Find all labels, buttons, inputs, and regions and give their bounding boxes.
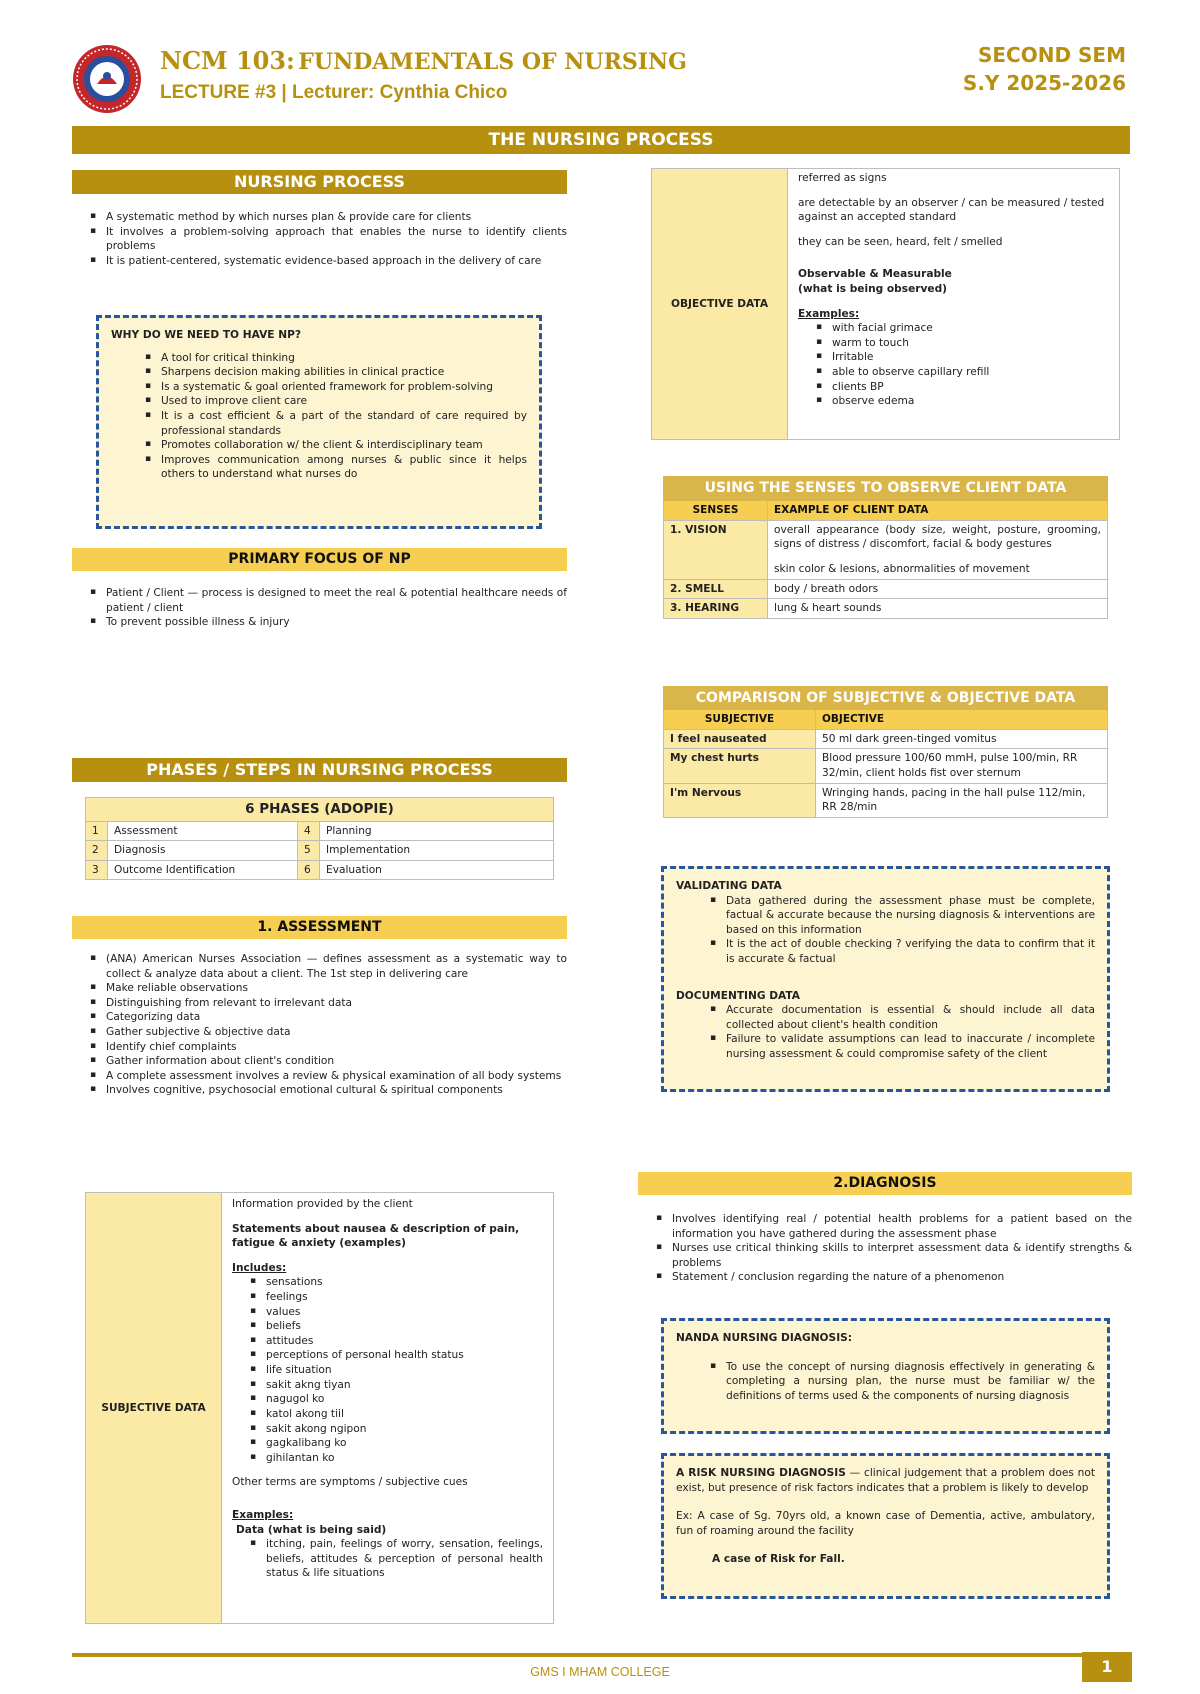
list-item: ▪ Identify chief complaints: [72, 1040, 567, 1055]
why-np-box: [96, 315, 542, 529]
table-row: 3 Outcome Identification 6 Evaluation: [86, 860, 554, 880]
list-item: ▪ katol akong tiil: [232, 1407, 543, 1422]
list-item: ▪ A systematic method by which nurses plan & provide care for clients: [72, 210, 567, 225]
list-item: ▪ Make reliable observations: [72, 981, 567, 996]
table-row: 2. SMELL body / breath odors: [664, 579, 1108, 599]
list-item: ▪ sakit akng tiyan: [232, 1378, 543, 1393]
list-item: ▪ gagkalibang ko: [232, 1436, 543, 1451]
semester: SECOND SEM: [977, 43, 1126, 67]
list-item: ▪ Gather information about client's condition: [72, 1054, 567, 1069]
list-item: ▪ Involves identifying real / potential health problems for a patient based on the information you have gathered during the assessment phase: [638, 1212, 1132, 1241]
course-name: FUNDAMENTALS OF NURSING: [298, 49, 687, 75]
list-item: ▪ able to observe capillary refill: [798, 365, 1109, 380]
objective-data-table: OBJECTIVE DATA referred as signs are detectable by an observer / can be measured / tested against an accepted standard they can be seen, heard, felt / smelled Observable & Measurable (what is being observed) Examples: ▪ with facial grimace ▪ warm to touch ▪ Irritable ▪ able to observe capillary refill ▪ clients BP ▪ observe edema: [651, 168, 1120, 440]
table-row: 2 Diagnosis 5 Implementation: [86, 841, 554, 861]
list-item: ▪ Distinguishing from relevant to irrelevant data: [72, 996, 567, 1011]
assessment-list: [72, 952, 567, 1098]
list-item: ▪ gihilantan ko: [232, 1451, 543, 1466]
assessment-heading: 1. ASSESSMENT: [72, 916, 567, 939]
lecture-info: LECTURE #3 | Lecturer: Cynthia Chico: [160, 82, 508, 103]
list-item: ▪ Sharpens decision making abilities in clinical practice: [99, 365, 527, 380]
diagnosis-heading: 2.DIAGNOSIS: [638, 1172, 1132, 1195]
risk-lead: A RISK NURSING DIAGNOSIS: [676, 1467, 846, 1479]
list-item: ▪ nagugol ko: [232, 1392, 543, 1407]
phases-heading: PHASES / STEPS IN NURSING PROCESS: [72, 758, 567, 782]
list-item: ▪ life situation: [232, 1363, 543, 1378]
list-item: ▪ Improves communication among nurses & public since it helps others to understand what nurses do: [99, 453, 527, 482]
objective-data-label: OBJECTIVE DATA: [652, 169, 788, 440]
nursing-process-list: [72, 210, 567, 268]
college-seal: [72, 44, 142, 114]
list-item: ▪ itching, pain, feelings of worry, sensation, feelings, beliefs, attitudes & perception of personal health status & life situations: [232, 1537, 543, 1581]
list-item: ▪ Irritable: [798, 350, 1109, 365]
list-item: ▪ A tool for critical thinking: [99, 351, 527, 366]
list-item: ▪ To use the concept of nursing diagnosis effectively in generating & completing a nursing plan, the nurse must be familiar w/ the definitions of terms used & the components of nursing diagnosis: [664, 1360, 1095, 1404]
list-item: ▪ warm to touch: [798, 336, 1109, 351]
list-item: ▪ feelings: [232, 1290, 543, 1305]
list-item: ▪ Gather subjective & objective data: [72, 1025, 567, 1040]
list-item: ▪ perceptions of personal health status: [232, 1348, 543, 1363]
subjective-data-table: SUBJECTIVE DATA Information provided by the client Statements about nausea & description of pain, fatigue & anxiety (examples) Includes: ▪ sensations ▪ feelings ▪ values ▪ beliefs ▪ attitudes ▪ perceptions of personal health status ▪ life situation ▪ sakit akng tiyan ▪ nagugol ko ▪ katol akong tiil ▪ sakit akong ngipon ▪ gagkalibang ko ▪ gihilantan ko Other terms are symptoms / subjective cues Examples: Data (what is being said) ▪ itching, pain, feelings of worry, sensation, feelings, beliefs, attitudes & perception of personal health status & life situations: [85, 1192, 554, 1624]
phases-table: [85, 797, 554, 880]
senses-heading: USING THE SENSES TO OBSERVE CLIENT DATA: [664, 477, 1108, 501]
list-item: ▪ Accurate documentation is essential & should include all data collected about client's health condition: [664, 1003, 1095, 1032]
nursing-process-heading: NURSING PROCESS: [72, 170, 567, 194]
nanda-box: [661, 1318, 1110, 1434]
list-item: ▪ clients BP: [798, 380, 1109, 395]
page-number: 1: [1082, 1652, 1132, 1682]
comparison-heading: COMPARISON OF SUBJECTIVE & OBJECTIVE DATA: [664, 687, 1108, 710]
table-row: 1. VISION overall appearance (body size, weight, posture, grooming, signs of distress / discomfort, facial & body gestures skin color & lesions, abnormalities of movement: [664, 520, 1108, 579]
list-item: ▪ Data gathered during the assessment phase must be complete, factual & accurate because the nursing diagnosis & interventions are based on this information: [664, 894, 1095, 938]
list-item: ▪ Promotes collaboration w/ the client & interdisciplinary team: [99, 438, 527, 453]
primary-focus-heading: PRIMARY FOCUS OF NP: [72, 548, 567, 571]
risk-box: A RISK NURSING DIAGNOSIS — clinical judgement that a problem does not exist, but presence of risk factors indicates that a problem is likely to develop Ex: A case of Sg. 70yrs old, a known case of Dementia, active, ambulatory, fun of roaming around the facility A case of Risk for Fall.: [661, 1453, 1110, 1599]
list-item: ▪ Involves cognitive, psychosocial emotional cultural & spiritual components: [72, 1083, 567, 1098]
list-item: ▪ with facial grimace: [798, 321, 1109, 336]
diagnosis-list: [638, 1212, 1132, 1285]
list-item: ▪ sakit akong ngipon: [232, 1422, 543, 1437]
senses-table: USING THE SENSES TO OBSERVE CLIENT DATA SENSES EXAMPLE OF CLIENT DATA 1. VISION overall appearance (body size, weight, posture, grooming, signs of distress / discomfort, facial & body gestures skin color & lesions, abnormalities of movement 2. SMELL body / breath odors 3. HEARING lung & heart sounds: [663, 476, 1108, 619]
subjective-data-label: SUBJECTIVE DATA: [86, 1193, 222, 1624]
main-title: THE NURSING PROCESS: [72, 126, 1130, 154]
list-item: ▪ It is the act of double checking ? verifying the data to confirm that it is accurate & factual: [664, 937, 1095, 966]
list-item: ▪ Is a systematic & goal oriented framework for problem-solving: [99, 380, 527, 395]
list-item: ▪ Nurses use critical thinking skills to interpret assessment data & identify strengths & problems: [638, 1241, 1132, 1270]
list-item: ▪ A complete assessment involves a review & physical examination of all body systems: [72, 1069, 567, 1084]
comparison-table: COMPARISON OF SUBJECTIVE & OBJECTIVE DATA SUBJECTIVE OBJECTIVE I feel nauseated 50 ml dark green-tinged vomitus My chest hurts Blood pressure 100/60 mmH, pulse 100/min, RR 32/min, client holds fist over sternum I'm Nervous Wringing hands, pacing in the hall pulse 112/min, RR 28/min: [663, 686, 1108, 818]
table-row: I feel nauseated 50 ml dark green-tinged vomitus: [664, 729, 1108, 749]
phases-table-title: 6 PHASES (ADOPIE): [86, 798, 554, 822]
list-item: ▪ values: [232, 1305, 543, 1320]
course-title: [160, 44, 687, 77]
course-code: NCM 103:: [160, 46, 295, 75]
list-item: ▪ It involves a problem-solving approach that enables the nurse to identify clients problems: [72, 225, 567, 254]
validating-box: [661, 866, 1110, 1092]
nanda-heading: NANDA NURSING DIAGNOSIS:: [676, 1332, 852, 1344]
list-item: ▪ Statement / conclusion regarding the nature of a phenomenon: [638, 1270, 1132, 1285]
table-row: My chest hurts Blood pressure 100/60 mmH, pulse 100/min, RR 32/min, client holds fist over sternum: [664, 749, 1108, 783]
list-item: ▪ (ANA) American Nurses Association — defines assessment as a systematic way to collect & analyze data about a client. The 1st step in delivering care: [72, 952, 567, 981]
list-item: ▪ observe edema: [798, 394, 1109, 409]
validating-heading: VALIDATING DATA: [676, 880, 782, 892]
why-np-heading: WHY DO WE NEED TO HAVE NP?: [111, 329, 301, 341]
list-item: ▪ Used to improve client care: [99, 394, 527, 409]
list-item: ▪ beliefs: [232, 1319, 543, 1334]
footer-college: GMS I MHAM COLLEGE: [530, 1665, 670, 1679]
documenting-heading: DOCUMENTING DATA: [676, 989, 801, 1002]
list-item: ▪ Patient / Client — process is designed to meet the real & potential healthcare needs of patient / client: [72, 586, 567, 615]
list-item: ▪ Categorizing data: [72, 1010, 567, 1025]
footer-rule: [72, 1653, 1082, 1657]
school-year: S.Y 2025-2026: [962, 71, 1126, 95]
table-row: I'm Nervous Wringing hands, pacing in the hall pulse 112/min, RR 28/min: [664, 783, 1108, 817]
list-item: ▪ sensations: [232, 1275, 543, 1290]
table-row: 3. HEARING lung & heart sounds: [664, 599, 1108, 619]
list-item: ▪ Failure to validate assumptions can lead to inaccurate / incomplete nursing assessment & could compromise safety of the client: [664, 1032, 1095, 1061]
table-row: 1 Assessment 4 Planning: [86, 821, 554, 841]
list-item: ▪ It is patient-centered, systematic evidence-based approach in the delivery of care: [72, 254, 567, 269]
primary-focus-list: [72, 586, 567, 630]
list-item: ▪ To prevent possible illness & injury: [72, 615, 567, 630]
list-item: ▪ It is a cost efficient & a part of the standard of care required by professional standards: [99, 409, 527, 438]
list-item: ▪ attitudes: [232, 1334, 543, 1349]
